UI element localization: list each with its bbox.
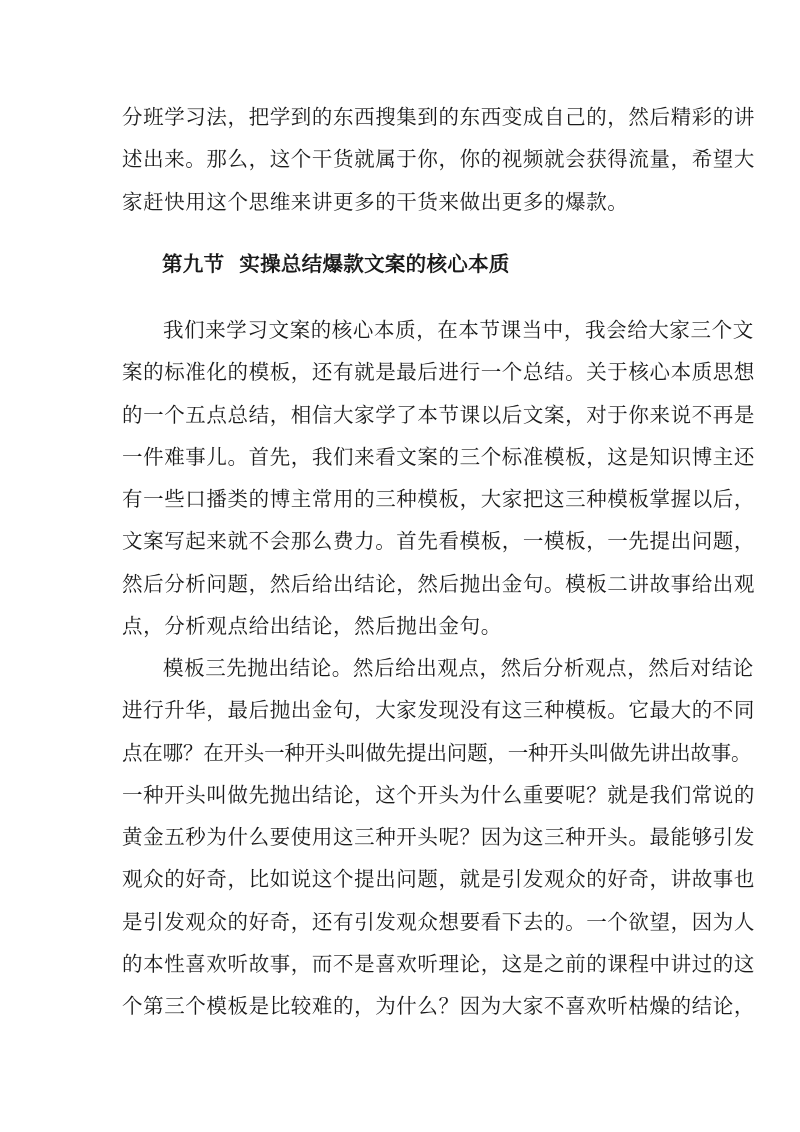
paragraph-line: 一件难事儿。首先，我们来看文案的三个标准模板，这是知识博主还 [122,444,755,469]
paragraph-line: 家赶快用这个思维来讲更多的干货来做出更多的爆款。 [122,189,629,214]
section-title: 第九节 实操总结爆款文案的核心本质 [162,252,510,276]
paragraph-1 [122,96,755,223]
paragraph-line: 的一个五点总结，相信大家学了本节课以后文案，对于你来说不再是 [122,402,755,427]
paragraph-line: 点在哪？在开头一种开头叫做先提出问题，一种开头叫做先讲出故事。 [122,740,752,765]
paragraph-line: 我们来学习文案的核心本质，在本节课当中，我会给大家三个文 [163,318,754,342]
paragraph-line: 黄金五秒为什么要使用这三种开头呢？因为这三种开头。最能够引发 [122,825,755,850]
paragraph-line: 有一些口播类的博主常用的三种模板，大家把这三种模板掌握以后， [122,487,755,512]
paragraph-line: 模板三先抛出结论。然后给出观点，然后分析观点，然后对结论 [163,656,754,680]
paragraph-line: 观众的好奇，比如说这个提出问题，就是引发观众的好奇，讲故事也 [122,867,755,892]
paragraph-line: 一种开头叫做先抛出结论，这个开头为什么重要呢？就是我们常说的 [122,782,755,807]
paragraph-line: 进行升华，最后抛出金句，大家发现没有这三种模板。它最大的不同 [122,698,755,723]
paragraph-line: 然后分析问题，然后给出结论，然后抛出金句。模板二讲故事给出观 [122,571,755,596]
paragraph-line: 是引发观众的好奇，还有引发观众想要看下去的。一个欲望，因为人 [122,909,755,934]
paragraph-line: 案的标准化的模板，还有就是最后进行一个总结。关于核心本质思想 [122,360,755,385]
paragraph-2 [122,309,755,647]
paragraph-3 [122,647,755,1028]
paragraph-line: 的本性喜欢听故事，而不是喜欢听理论，这是之前的课程中讲过的这 [122,952,755,977]
paragraph-line: 分班学习法，把学到的东西搜集到的东西变成自己的，然后精彩的讲 [122,105,755,129]
paragraph-line: 述出来。那么，这个干货就属于你，你的视频就会获得流量，希望大 [122,147,755,172]
paragraph-line: 个第三个模板是比较难的，为什么？因为大家不喜欢听枯燥的结论， [122,994,755,1019]
paragraph-line: 文案写起来就不会那么费力。首先看模板，一模板，一先提出问题， [122,529,755,554]
paragraph-line: 点，分析观点给出结论，然后抛出金句。 [122,614,502,639]
